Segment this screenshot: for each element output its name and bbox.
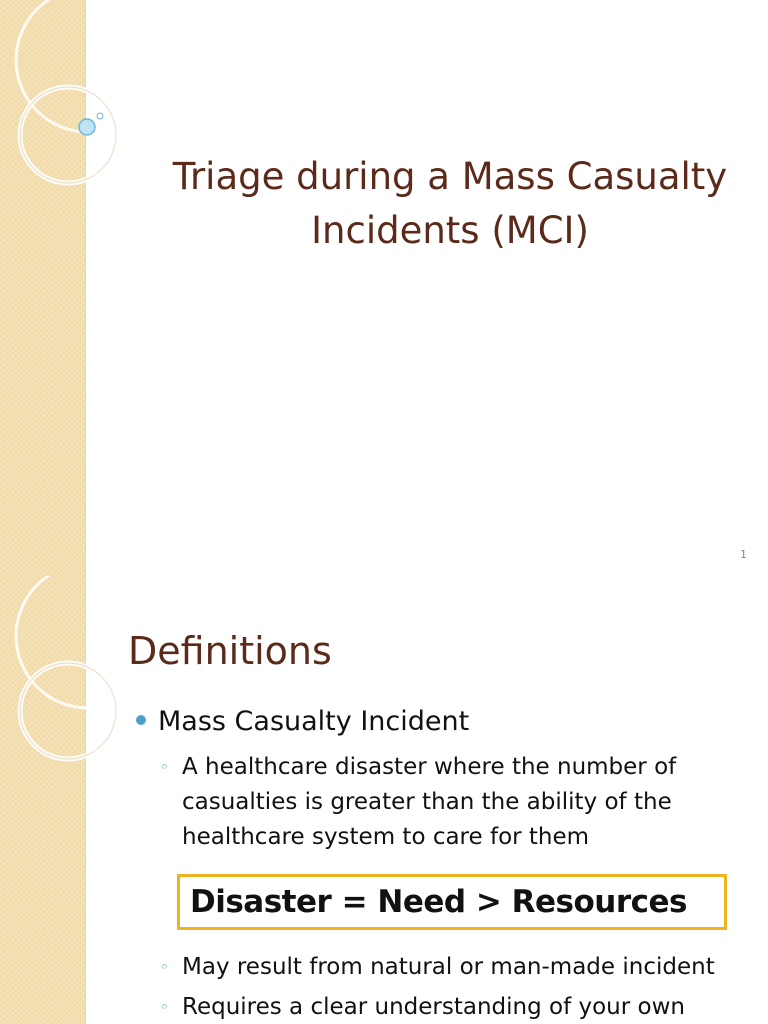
sub-bullet-item [160, 750, 750, 855]
bullet-item [136, 704, 469, 740]
ring-bullet-icon: ◦ [160, 998, 169, 1016]
slide-number: 1 [740, 548, 747, 561]
slide-heading: Definitions [128, 629, 332, 673]
sub-bullet-text: May result from natural or man-made incident [182, 954, 715, 980]
ring-bullet-icon: ◦ [160, 758, 169, 776]
sub-bullet-text: Requires a clear understanding of your own [182, 994, 685, 1020]
title-line-1: Triage during a Mass Casualty [172, 155, 728, 198]
blue-bubble-icon [79, 119, 95, 135]
title-line-2: Incidents (MCI) [311, 209, 589, 252]
sub-bullet-item [160, 990, 750, 1024]
decorative-circles [0, 576, 130, 796]
definitions-slide [0, 576, 768, 1024]
slide-title [150, 150, 750, 258]
bullet-dot-icon [136, 715, 146, 725]
bullet-text: Mass Casualty Incident [158, 706, 470, 737]
sub-bullet-text: A healthcare disaster where the number of casualties is greater than the ability of the healthcare system to care for them [182, 754, 677, 850]
decorative-circles [0, 0, 130, 220]
sub-bullet-item [160, 950, 750, 985]
ring-bullet-icon: ◦ [160, 958, 169, 976]
callout-box: Disaster = Need > Resources [177, 874, 727, 930]
